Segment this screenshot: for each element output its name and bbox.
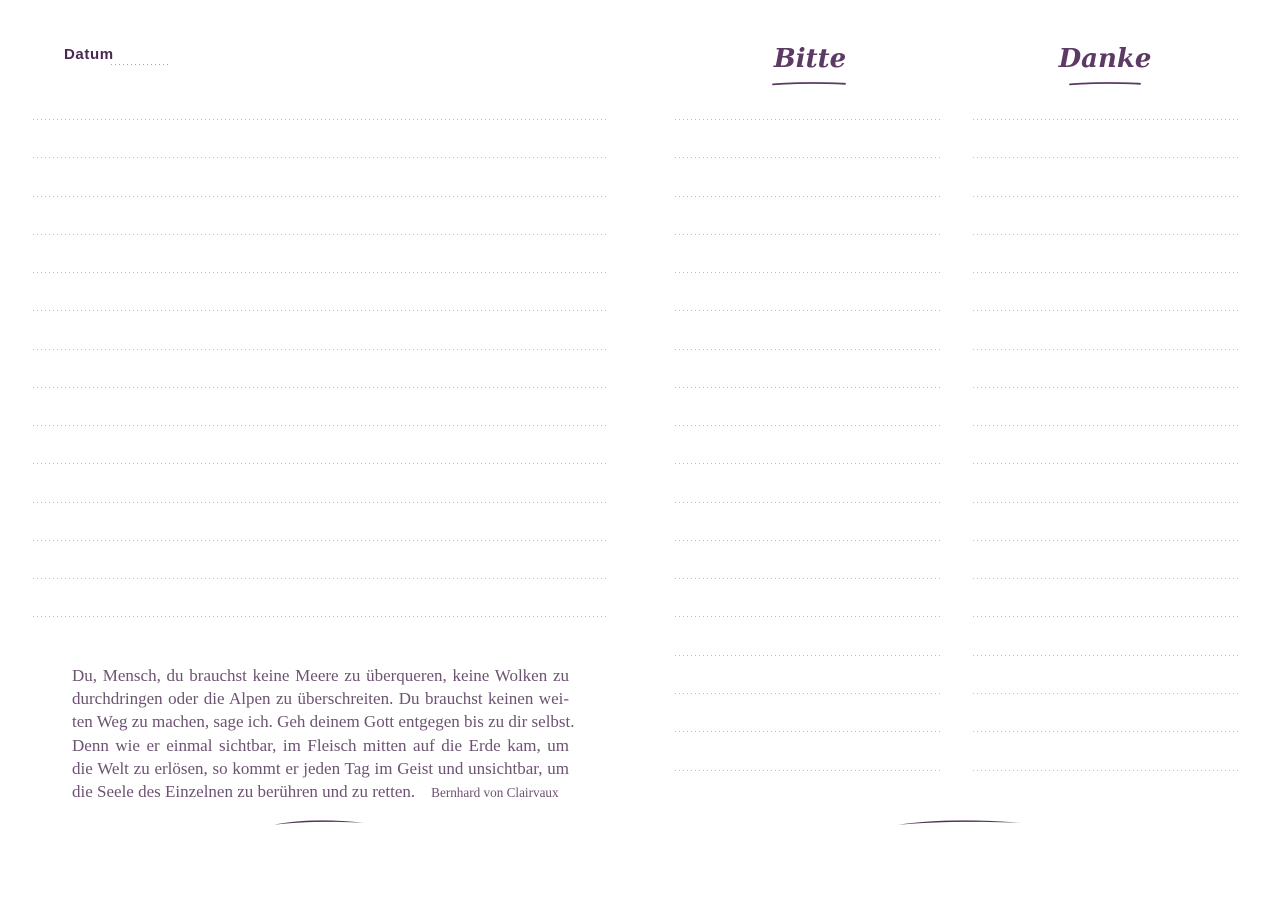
quote-lines bbox=[72, 664, 575, 780]
writing-line bbox=[33, 425, 609, 463]
writing-line bbox=[675, 731, 942, 769]
flourish-divider-right bbox=[897, 816, 1022, 827]
writing-line bbox=[675, 655, 942, 693]
writing-line bbox=[973, 157, 1240, 195]
writing-line bbox=[33, 157, 609, 195]
writing-line bbox=[33, 119, 609, 157]
writing-line bbox=[973, 234, 1240, 272]
writing-line bbox=[33, 578, 609, 616]
writing-line bbox=[675, 578, 942, 616]
writing-line bbox=[675, 540, 942, 578]
column-title-bitte: Bitte bbox=[773, 44, 847, 74]
writing-line bbox=[33, 310, 609, 348]
writing-line bbox=[675, 770, 942, 808]
writing-line bbox=[973, 196, 1240, 234]
quote-line: Denn wie er einmal sichtbar, im Fleisch mitten auf die Erde kam, um bbox=[72, 735, 569, 755]
quote-line: Du, Mensch, du brauchst keine Meere zu überqueren, keine Wolken zu bbox=[72, 666, 569, 685]
writing-line bbox=[33, 463, 609, 501]
writing-line bbox=[675, 157, 942, 195]
quote-line: ten Weg zu machen, sage ich. Geh deinem Gott entgegen bis zu dir selbst. bbox=[72, 712, 575, 732]
quote-last-line bbox=[72, 780, 569, 804]
writing-line bbox=[33, 196, 609, 234]
writing-line bbox=[973, 310, 1240, 348]
underline-danke bbox=[1069, 81, 1141, 87]
writing-line bbox=[675, 463, 942, 501]
writing-line bbox=[33, 616, 609, 654]
quote-block bbox=[72, 664, 575, 804]
quote-last-line-text: die Seele des Einzelnen zu berühren und zu retten. bbox=[72, 782, 416, 802]
writing-line bbox=[973, 655, 1240, 693]
writing-line bbox=[33, 349, 609, 387]
date-dotted-line bbox=[111, 63, 169, 65]
writing-line bbox=[973, 387, 1240, 425]
writing-line bbox=[973, 770, 1240, 808]
column-title-danke: Danke bbox=[1058, 44, 1152, 74]
writing-line bbox=[675, 119, 942, 157]
writing-line bbox=[973, 272, 1240, 310]
writing-line bbox=[33, 502, 609, 540]
writing-line bbox=[33, 387, 609, 425]
writing-line bbox=[973, 540, 1240, 578]
danke-writing-lines bbox=[973, 119, 1240, 808]
bitte-writing-lines bbox=[675, 119, 942, 808]
writing-line bbox=[675, 234, 942, 272]
writing-line bbox=[973, 502, 1240, 540]
underline-bitte bbox=[772, 81, 846, 87]
writing-line bbox=[675, 616, 942, 654]
writing-line bbox=[973, 731, 1240, 769]
writing-line bbox=[973, 463, 1240, 501]
date-label: Datum bbox=[64, 46, 114, 63]
writing-line bbox=[675, 502, 942, 540]
writing-line bbox=[33, 540, 609, 578]
writing-line bbox=[973, 349, 1240, 387]
quote-line: die Welt zu erlösen, so kommt er jeden Tag im Geist und unsichtbar, um bbox=[72, 758, 569, 778]
writing-line bbox=[973, 693, 1240, 731]
writing-line bbox=[675, 310, 942, 348]
writing-line bbox=[33, 272, 609, 310]
writing-line bbox=[973, 425, 1240, 463]
writing-line bbox=[675, 387, 942, 425]
writing-line bbox=[973, 616, 1240, 654]
quote-line: durchdringen oder die Alpen zu überschreiten. Du brauchst keinen wei- bbox=[72, 689, 569, 709]
writing-line bbox=[675, 272, 942, 310]
writing-line bbox=[675, 349, 942, 387]
flourish-divider-left bbox=[273, 816, 365, 827]
writing-line bbox=[675, 693, 942, 731]
writing-line bbox=[973, 119, 1240, 157]
writing-line bbox=[675, 196, 942, 234]
writing-line bbox=[973, 578, 1240, 616]
writing-line bbox=[675, 425, 942, 463]
quote-attribution: Bernhard von Clairvaux bbox=[431, 785, 559, 801]
writing-line bbox=[33, 234, 609, 272]
left-page-writing-lines bbox=[33, 119, 609, 655]
